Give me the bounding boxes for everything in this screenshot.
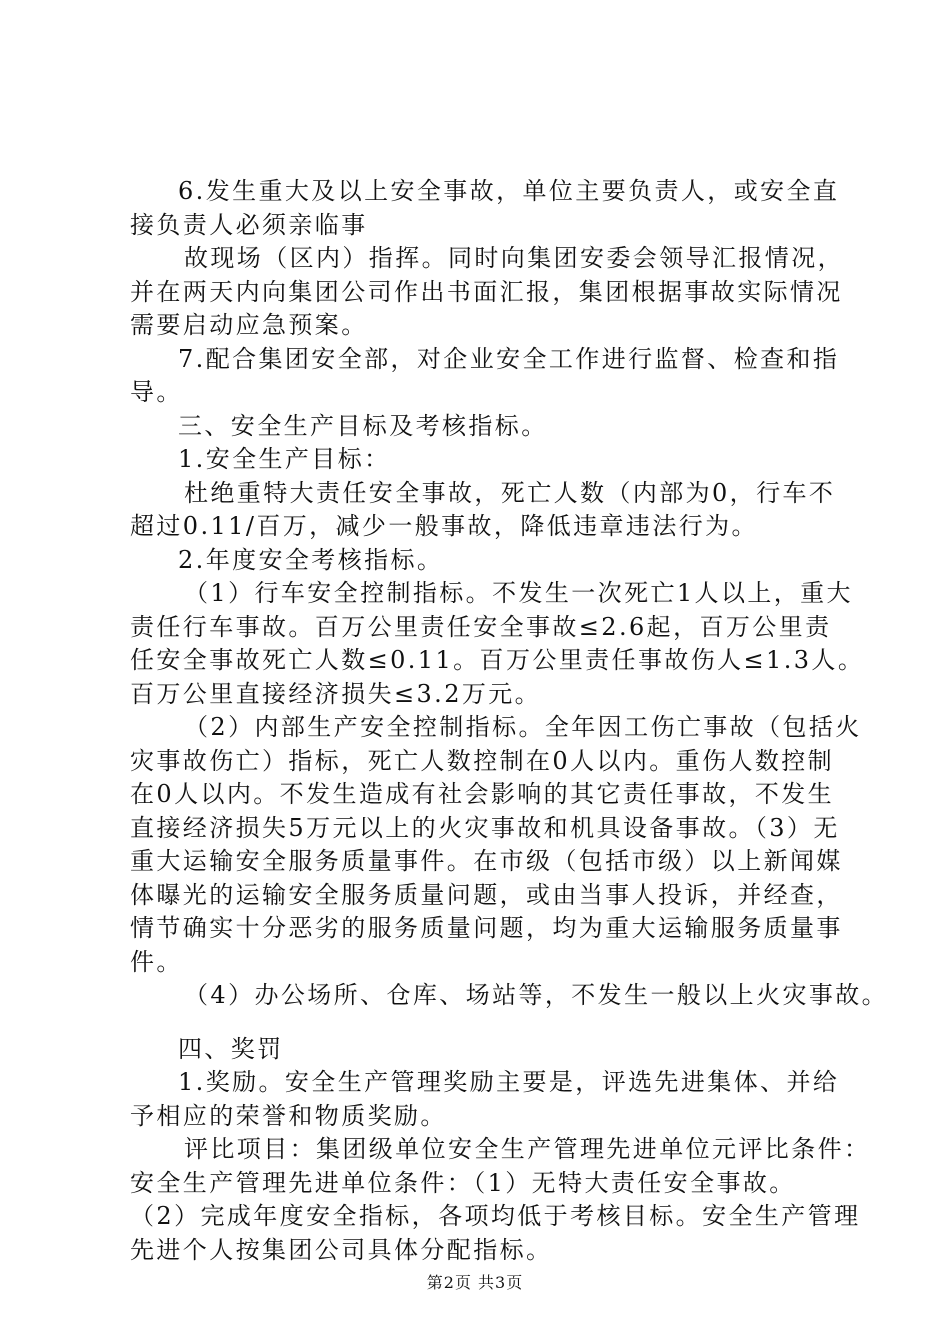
text-line: 百万公里直接经济损失≤3.2万元。: [130, 679, 542, 708]
text-line: 件。: [130, 947, 183, 976]
text-line: 1.奖励。安全生产管理奖励主要是，评选先进集体、并给: [178, 1068, 840, 1096]
text-line: 接负责人必须亲临事: [130, 210, 368, 239]
text-line: （1）行车安全控制指标。不发生一次死亡1人以上，重大: [184, 579, 853, 607]
text-line: 1.安全生产目标：: [178, 445, 391, 473]
text-line: （4）办公场所、仓库、场站等，不发生一般以上火灾事故。: [184, 981, 889, 1009]
page-footer: 第2页 共3页: [426, 1273, 524, 1292]
text-line: 体曝光的运输安全服务质量问题，或由当事人投诉，并经查，: [130, 880, 843, 909]
text-line: 安全生产管理先进单位条件：（1）无特大责任安全事故。: [130, 1168, 796, 1197]
text-line: 需要启动应急预案。: [130, 311, 368, 339]
text-line: 并在两天内向集团公司作出书面汇报，集团根据事故实际情况: [130, 277, 843, 306]
text-line: 在0人以内。不发生造成有社会影响的其它责任事故，不发生: [130, 780, 835, 808]
text-line: 情节确实十分恶劣的服务质量问题，均为重大运输服务质量事: [130, 914, 843, 942]
text-line: 任安全事故死亡人数≤0.11。百万公里责任事故伤人≤1.3人。: [130, 646, 865, 674]
text-line: 直接经济损失5万元以上的火灾事故和机具设备事故。（3）无: [130, 813, 840, 842]
text-line: 责任行车事故。百万公里责任安全事故≤2.6起，百万公里责: [130, 612, 832, 641]
document-body: [130, 175, 889, 1267]
text-line: （2）完成年度安全指标，各项均低于考核目标。安全生产管理: [130, 1202, 861, 1230]
text-line: 灾事故伤亡）指标，死亡人数控制在0人以内。重伤人数控制: [130, 746, 835, 775]
text-line: 三、安全生产目标及考核指标。: [178, 411, 548, 440]
text-line: 四、奖罚: [178, 1034, 284, 1063]
text-line: 超过0.11/百万，减少一般事故，降低违章违法行为。: [130, 512, 758, 540]
text-line: 予相应的荣誉和物质奖励。: [130, 1101, 447, 1130]
text-line: （2）内部生产安全控制指标。全年因工伤亡事故（包括火: [184, 713, 862, 741]
text-line: 故现场（区内）指挥。同时向集团安委会领导汇报情况，: [184, 244, 844, 272]
text-line: 重大运输安全服务质量事件。在市级（包括市级）以上新闻媒: [130, 847, 843, 875]
text-line: 7.配合集团安全部，对企业安全工作进行监督、检查和指: [178, 344, 840, 373]
text-line: 2.年度安全考核指标。: [178, 545, 444, 574]
text-line: 杜绝重特大责任安全事故，死亡人数（内部为0，行车不: [184, 478, 836, 507]
text-line: 导。: [130, 378, 183, 406]
text-line: 6.发生重大及以上安全事故，单位主要负责人，或安全直: [178, 177, 840, 205]
text-line: 先进个人按集团公司具体分配指标。: [130, 1235, 553, 1264]
text-line: 评比项目：集团级单位安全生产管理先进单位元评比条件：: [184, 1135, 871, 1163]
paragraph-gap: [130, 1013, 850, 1033]
